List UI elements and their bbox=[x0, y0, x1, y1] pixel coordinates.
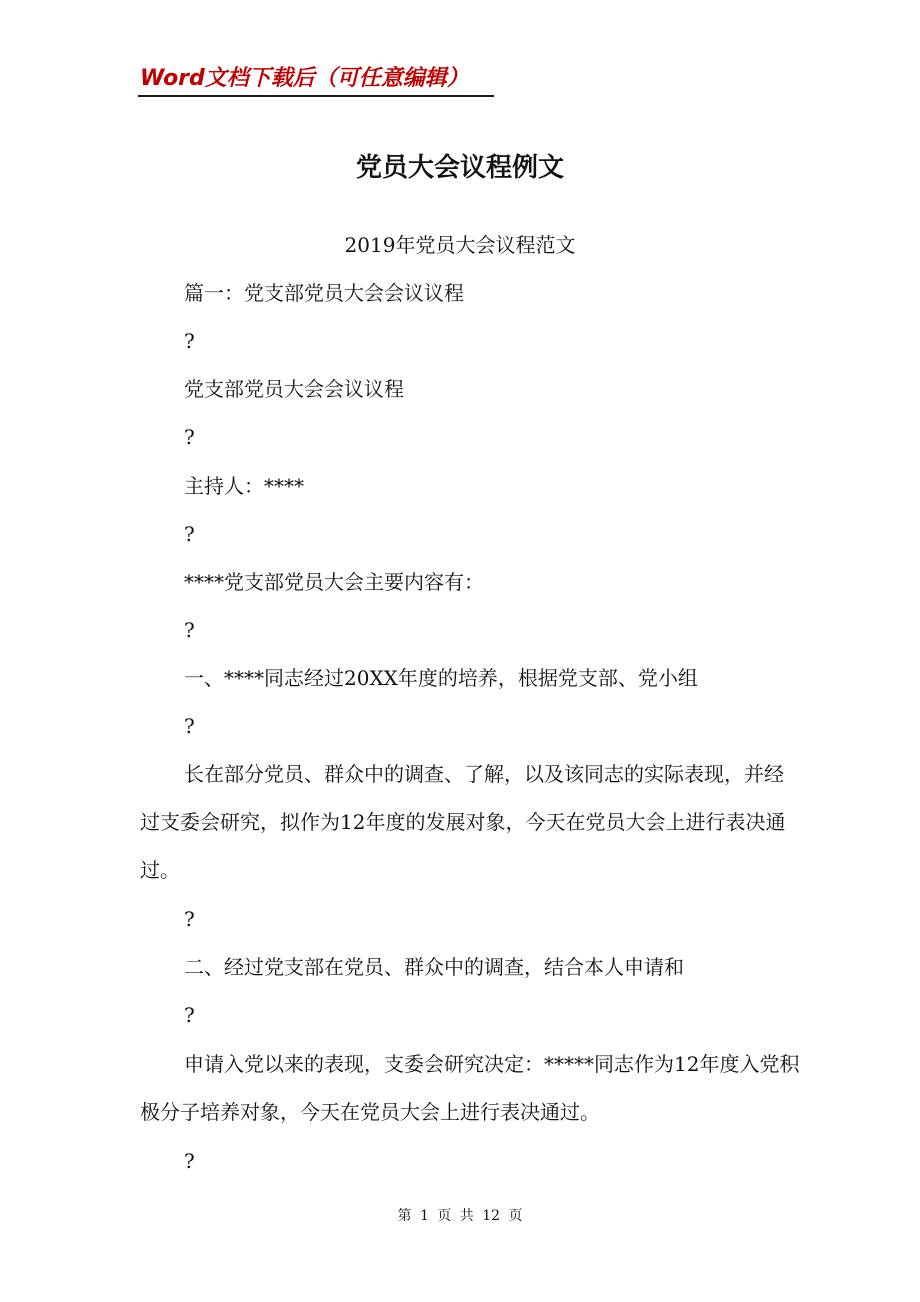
section-heading: 篇一：党支部党员大会会议议程 bbox=[184, 281, 464, 305]
content-intro: ****党支部党员大会主要内容有： bbox=[184, 570, 484, 594]
placeholder-mark: ? bbox=[184, 1149, 195, 1173]
agenda-item-2: 二、经过党支部在党员、群众中的调查，结合本人申请和 bbox=[184, 955, 684, 979]
paragraph-2: 申请入党以来的表现，支委会研究决定：*****同志作为12年度入党积极分子培养对象，今天在党员大会上进行表决通过。 bbox=[140, 1052, 800, 1124]
placeholder-mark: ? bbox=[184, 329, 195, 353]
document-title: 党员大会议程例文 bbox=[355, 153, 564, 183]
document-subtitle: 2019年党员大会议程范文 bbox=[344, 233, 576, 257]
document-header: Word文档下载后（可任意编辑） bbox=[140, 66, 469, 91]
paragraph-1: 长在部分党员、群众中的调查、了解，以及该同志的实际表现，并经过支委会研究，拟作为12年度的发展对象，今天在党员大会上进行表决通过。 bbox=[140, 762, 786, 882]
agenda-title: 党支部党员大会会议议程 bbox=[184, 377, 404, 401]
header-underline bbox=[138, 95, 494, 97]
placeholder-mark: ? bbox=[184, 907, 195, 931]
placeholder-mark: ? bbox=[184, 425, 195, 449]
agenda-item-1: 一、****同志经过20XX年度的培养，根据党支部、党小组 bbox=[184, 666, 698, 690]
host-line: 主持人：**** bbox=[184, 474, 304, 498]
page-number: 第 1 页 共 12 页 bbox=[397, 1208, 523, 1224]
placeholder-mark: ? bbox=[184, 522, 195, 546]
placeholder-mark: ? bbox=[184, 714, 195, 738]
placeholder-mark: ? bbox=[184, 618, 195, 642]
placeholder-mark: ? bbox=[184, 1003, 195, 1027]
